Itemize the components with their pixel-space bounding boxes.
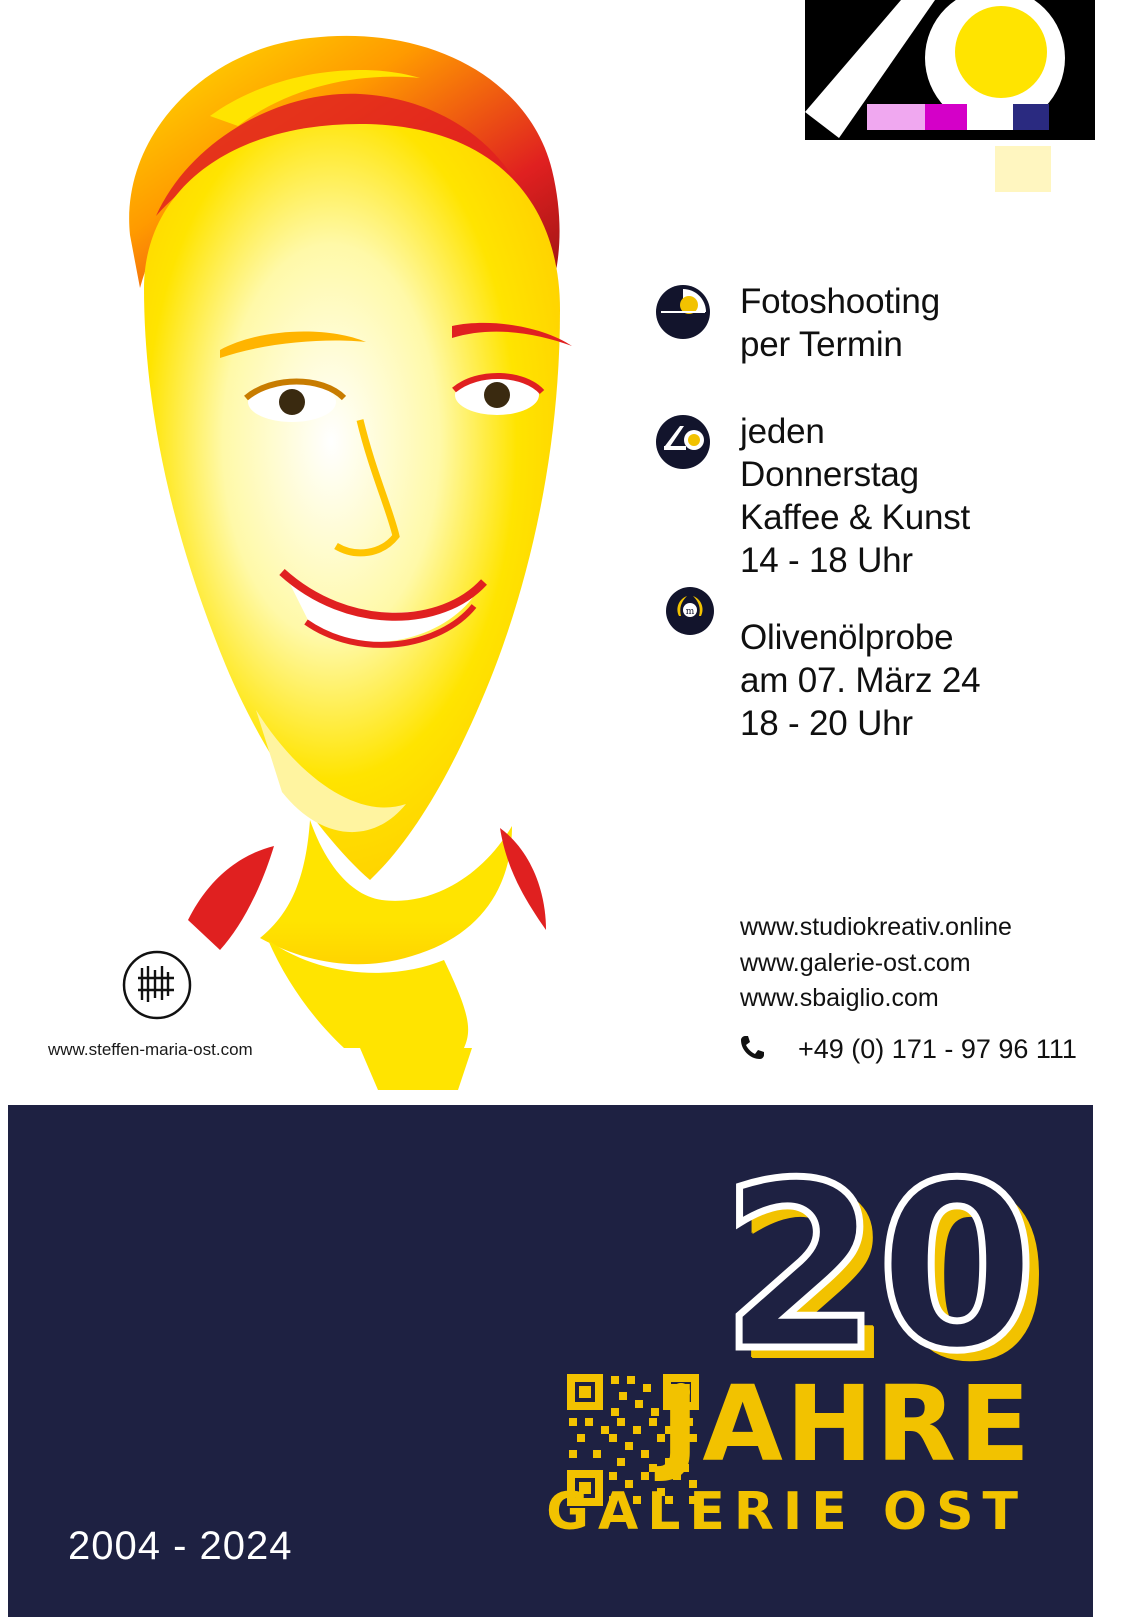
poster-bottom-panel [8,1105,1093,1617]
phone-number-text[interactable]: +49 (0) 171 - 97 96 111 [798,1034,1077,1064]
laurel-seal-icon [665,586,715,636]
phone-row[interactable] [738,1032,1077,1067]
years-label: 2004 - 2024 [68,1524,293,1568]
anniversary-jahre-label: JAHRE [660,1362,1033,1485]
svg-text:m: m [685,607,695,618]
anniversary-number: 20 [720,1135,1033,1402]
gallery-name-label: GALERIE OST [546,1481,1027,1542]
artist-seal-icon [122,950,192,1020]
info-item-text: Fotoshooting per Termin [740,282,940,365]
info-item-text: jeden Donnerstag Kaffee & Kunst 14 - 18 Uhr [740,412,971,581]
circle-quadrant-icon [655,284,711,340]
corner-brand-mark-icon [805,0,1095,200]
phone-icon [738,1032,768,1067]
website-link-galerie-ost[interactable]: www.galerie-ost.com [740,948,971,977]
anniversary-lockup [393,1135,1033,1542]
info-item-fotoshooting [655,280,1075,366]
info-list [655,280,1075,767]
portrait-image [60,20,660,1090]
info-item-olivenoelprobe [655,607,1075,745]
artist-website-text[interactable]: www.steffen-maria-ost.com [48,1040,253,1059]
website-list [740,910,1012,1017]
website-link-sbaiglio[interactable]: www.sbaiglio.com [740,984,939,1012]
website-link-studiokreativ[interactable]: www.studiokreativ.online [740,913,1012,941]
info-item-text: Olivenölprobe am 07. März 24 18 - 20 Uhr [740,618,981,744]
circle-forty-icon [655,414,711,470]
info-item-kaffee-kunst [655,410,1075,582]
